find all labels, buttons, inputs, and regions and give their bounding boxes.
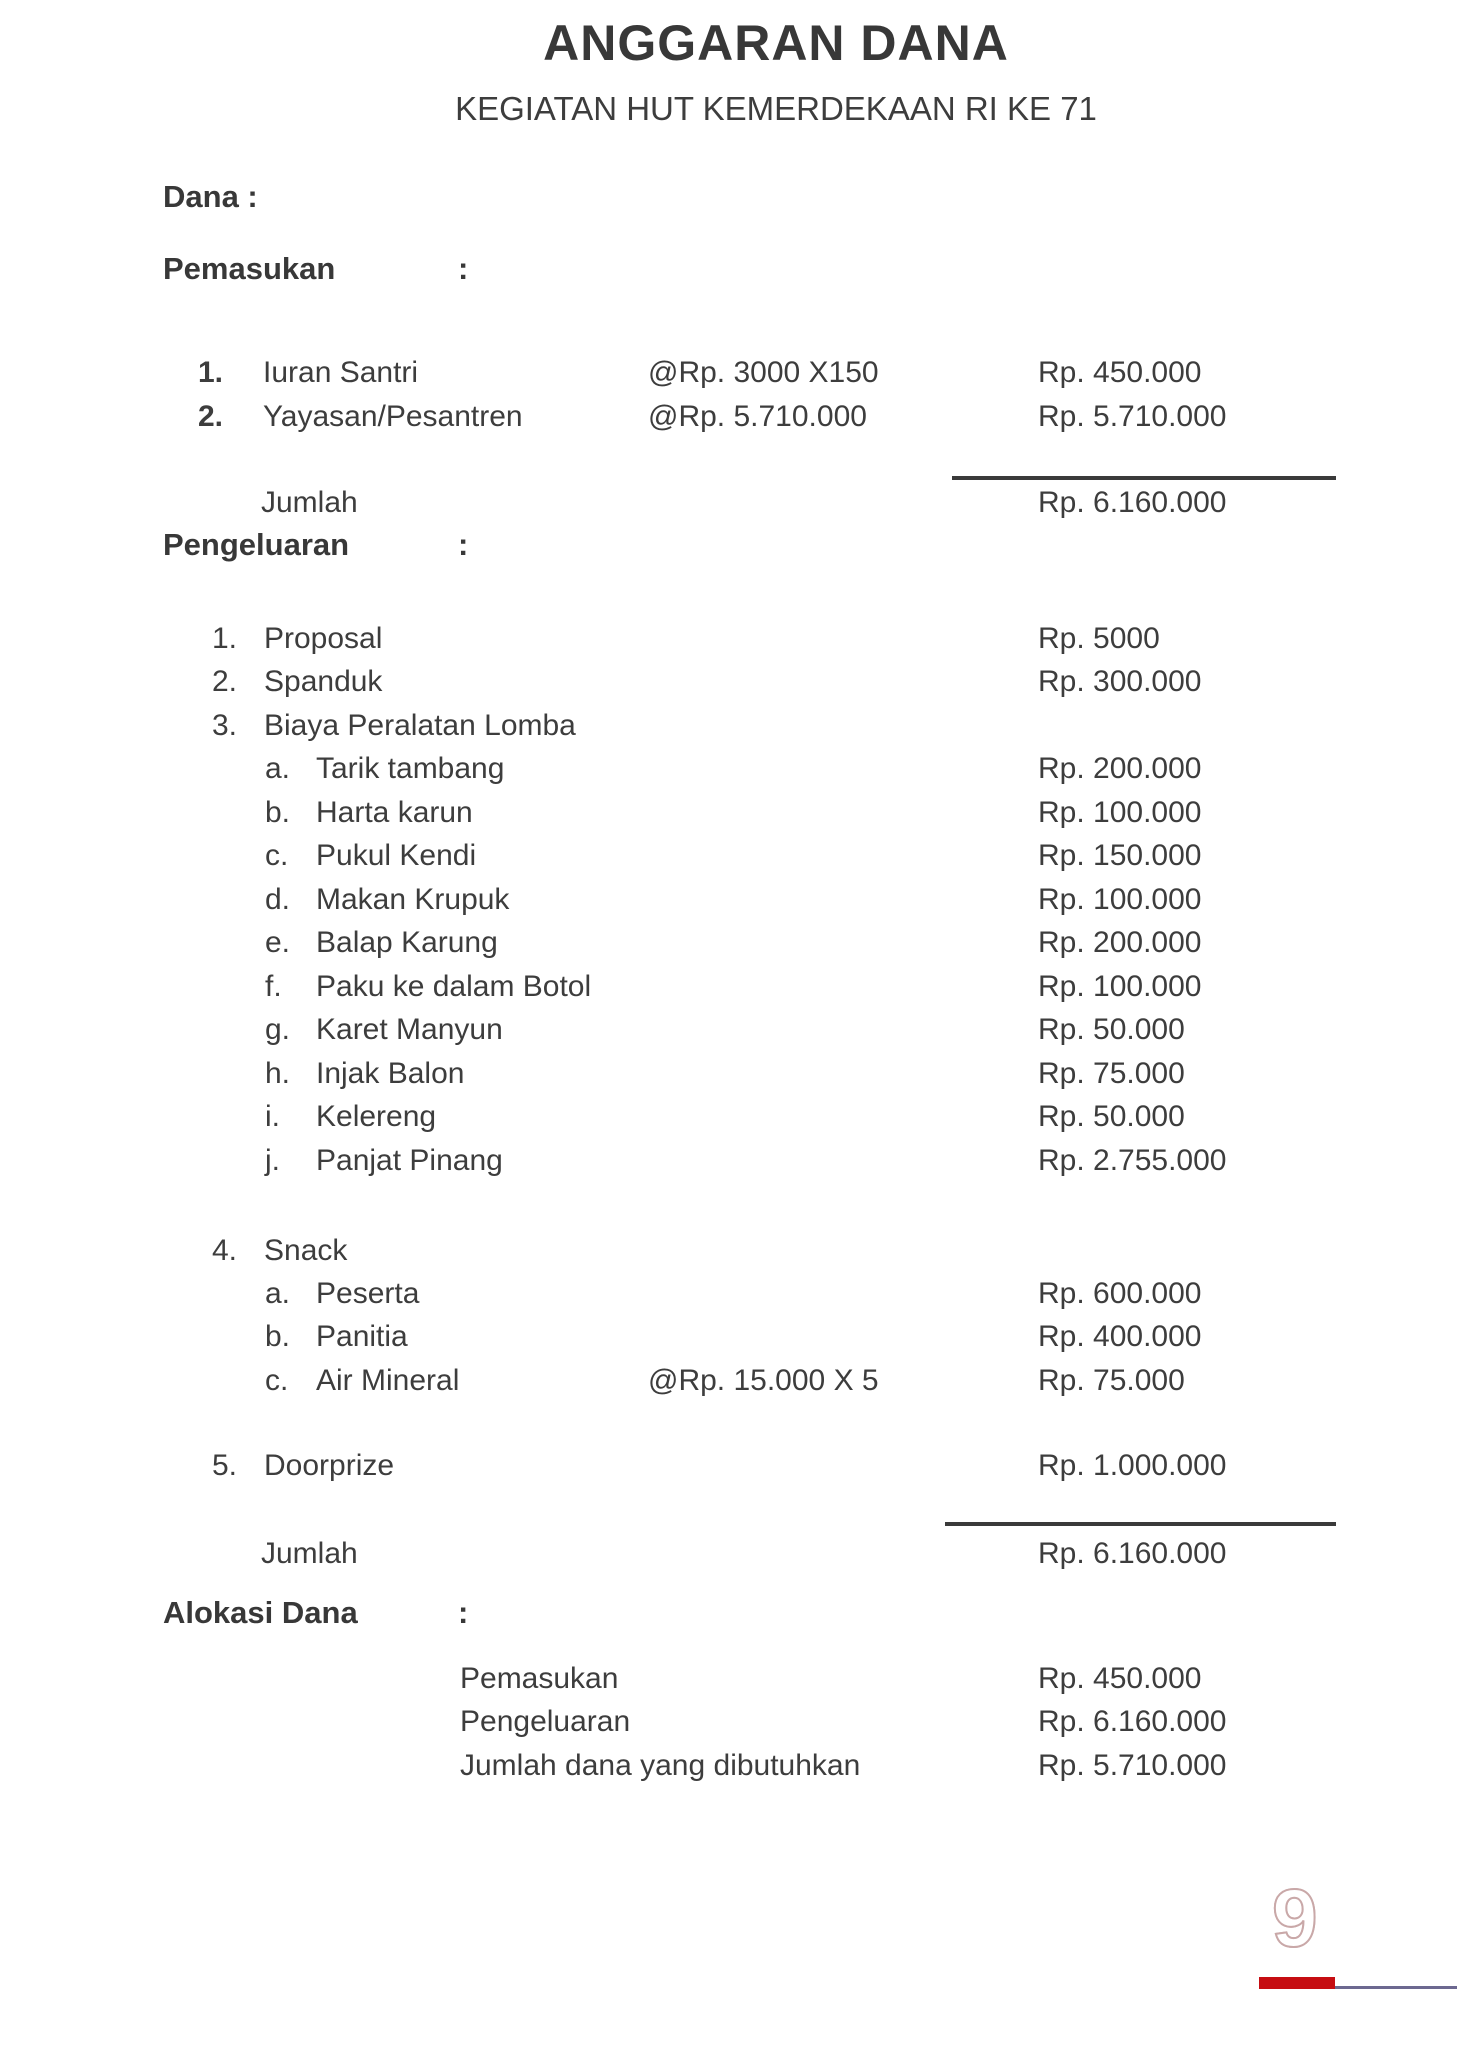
subitem-amount: Rp. 100.000 [1038, 883, 1202, 916]
item-number: 1. [198, 356, 224, 389]
pengeluaran-subitem-row [0, 921, 1457, 965]
pemasukan-total-rule [952, 476, 1336, 480]
alokasi-name: Pengeluaran [460, 1705, 631, 1738]
pemasukan-total-row [0, 481, 1457, 525]
subitem-letter: g. [265, 1013, 291, 1046]
item-name: Spanduk [264, 665, 383, 698]
item-amount: Rp. 300.000 [1038, 665, 1202, 698]
total-amount: Rp. 6.160.000 [1038, 486, 1227, 519]
page-number: 9 [1272, 1873, 1318, 1964]
pengeluaran-subitem-row [0, 1272, 1457, 1316]
subitem-letter: h. [265, 1057, 291, 1090]
pengeluaran-subitem-row [0, 965, 1457, 1009]
subitem-name: Paku ke dalam Botol [316, 970, 592, 1003]
subitem-name: Injak Balon [316, 1057, 465, 1090]
subitem-letter: c. [265, 1364, 289, 1397]
page-subtitle: KEGIATAN HUT KEMERDEKAAN RI KE 71 [455, 90, 1097, 127]
subitem-name: Harta karun [316, 796, 473, 829]
pengeluaran-subitem-row [0, 1139, 1457, 1183]
pemasukan-heading-colon: : [458, 251, 469, 286]
item-name: Yayasan/Pesantren [263, 400, 523, 433]
alokasi-amount: Rp. 6.160.000 [1038, 1705, 1227, 1738]
subitem-name: Makan Krupuk [316, 883, 510, 916]
item-amount: Rp. 5.710.000 [1038, 400, 1227, 433]
subitem-amount: Rp. 50.000 [1038, 1100, 1185, 1133]
subitem-name: Panjat Pinang [316, 1144, 503, 1177]
subitem-name: Balap Karung [316, 926, 498, 959]
pengeluaran-heading-label: Pengeluaran [163, 527, 350, 562]
subitem-letter: j. [265, 1144, 280, 1177]
subitem-unit: @Rp. 15.000 X 5 [648, 1364, 879, 1397]
item-unit: @Rp. 5.710.000 [648, 400, 867, 433]
footer-red-bar [1259, 1977, 1335, 1989]
pemasukan-item-row [0, 351, 1457, 395]
item-number: 2. [198, 400, 224, 433]
subitem-amount: Rp. 200.000 [1038, 926, 1202, 959]
alokasi-name: Pemasukan [460, 1662, 619, 1695]
pengeluaran-item-row [0, 1444, 1457, 1488]
subitem-name: Kelereng [316, 1100, 437, 1133]
subitem-name: Karet Manyun [316, 1013, 503, 1046]
item-name: Snack [264, 1234, 348, 1267]
pengeluaran-subitem-row [0, 1008, 1457, 1052]
subitem-letter: b. [265, 1320, 291, 1353]
item-number: 4. [212, 1234, 238, 1267]
item-amount: Rp. 5000 [1038, 622, 1160, 655]
subitem-letter: a. [265, 752, 291, 785]
pemasukan-heading-label: Pemasukan [163, 251, 336, 286]
subitem-letter: a. [265, 1277, 291, 1310]
subitem-name: Peserta [316, 1277, 420, 1310]
alokasi-heading-colon: : [458, 1595, 469, 1630]
item-unit: @Rp. 3000 X150 [648, 356, 879, 389]
subitem-amount: Rp. 200.000 [1038, 752, 1202, 785]
pengeluaran-subitem-row [0, 1095, 1457, 1139]
subitem-letter: f. [265, 970, 282, 1003]
pengeluaran-subitem-row [0, 747, 1457, 791]
pengeluaran-subitem-row [0, 791, 1457, 835]
alokasi-row [0, 1700, 1457, 1744]
item-number: 3. [212, 709, 238, 742]
dana-heading [0, 175, 1457, 219]
pengeluaran-total-rule [945, 1522, 1336, 1526]
item-number: 2. [212, 665, 238, 698]
subitem-amount: Rp. 100.000 [1038, 796, 1202, 829]
alokasi-row [0, 1744, 1457, 1788]
pemasukan-heading [0, 247, 1457, 291]
subitem-amount: Rp. 75.000 [1038, 1057, 1185, 1090]
pengeluaran-subitem-row [0, 834, 1457, 878]
subitem-amount: Rp. 150.000 [1038, 839, 1202, 872]
alokasi-amount: Rp. 5.710.000 [1038, 1749, 1227, 1782]
subitem-amount: Rp. 600.000 [1038, 1277, 1202, 1310]
subitem-amount: Rp. 50.000 [1038, 1013, 1185, 1046]
item-name: Iuran Santri [263, 356, 419, 389]
subitem-amount: Rp. 400.000 [1038, 1320, 1202, 1353]
dana-heading-label: Dana : [163, 179, 258, 214]
pengeluaran-subitem-row [0, 1315, 1457, 1359]
pengeluaran-heading [0, 523, 1457, 567]
item-name: Biaya Peralatan Lomba [264, 709, 576, 742]
total-label: Jumlah [261, 486, 358, 519]
item-name: Proposal [264, 622, 383, 655]
pengeluaran-item-row [0, 660, 1457, 704]
pengeluaran-subitem-row [0, 878, 1457, 922]
item-number: 1. [212, 622, 238, 655]
subitem-letter: e. [265, 926, 291, 959]
subitem-letter: c. [265, 839, 289, 872]
subitem-amount: Rp. 75.000 [1038, 1364, 1185, 1397]
subitem-letter: b. [265, 796, 291, 829]
subitem-amount: Rp. 2.755.000 [1038, 1144, 1227, 1177]
pengeluaran-item-row [0, 1229, 1457, 1273]
subitem-name: Panitia [316, 1320, 408, 1353]
item-amount: Rp. 1.000.000 [1038, 1449, 1227, 1482]
pengeluaran-subitem-row [0, 1359, 1457, 1403]
pengeluaran-subitem-row [0, 1052, 1457, 1096]
item-number: 5. [212, 1449, 238, 1482]
pengeluaran-item-row [0, 704, 1457, 748]
item-name: Doorprize [264, 1449, 395, 1482]
subitem-name: Tarik tambang [316, 752, 505, 785]
alokasi-heading [0, 1591, 1457, 1635]
subitem-name: Pukul Kendi [316, 839, 477, 872]
subitem-amount: Rp. 100.000 [1038, 970, 1202, 1003]
total-amount: Rp. 6.160.000 [1038, 1537, 1227, 1570]
alokasi-amount: Rp. 450.000 [1038, 1662, 1202, 1695]
item-amount: Rp. 450.000 [1038, 356, 1202, 389]
alokasi-name: Jumlah dana yang dibutuhkan [460, 1749, 861, 1782]
pemasukan-item-row [0, 395, 1457, 439]
subitem-name: Air Mineral [316, 1364, 460, 1397]
alokasi-row [0, 1657, 1457, 1701]
subitem-letter: i. [265, 1100, 280, 1133]
pengeluaran-total-row [0, 1532, 1457, 1576]
alokasi-heading-label: Alokasi Dana [163, 1595, 358, 1630]
pengeluaran-item-row [0, 617, 1457, 661]
total-label: Jumlah [261, 1537, 358, 1570]
pengeluaran-heading-colon: : [458, 527, 469, 562]
footer-rule [1335, 1986, 1457, 1989]
page-title: ANGGARAN DANA [543, 15, 1009, 71]
subitem-letter: d. [265, 883, 291, 916]
